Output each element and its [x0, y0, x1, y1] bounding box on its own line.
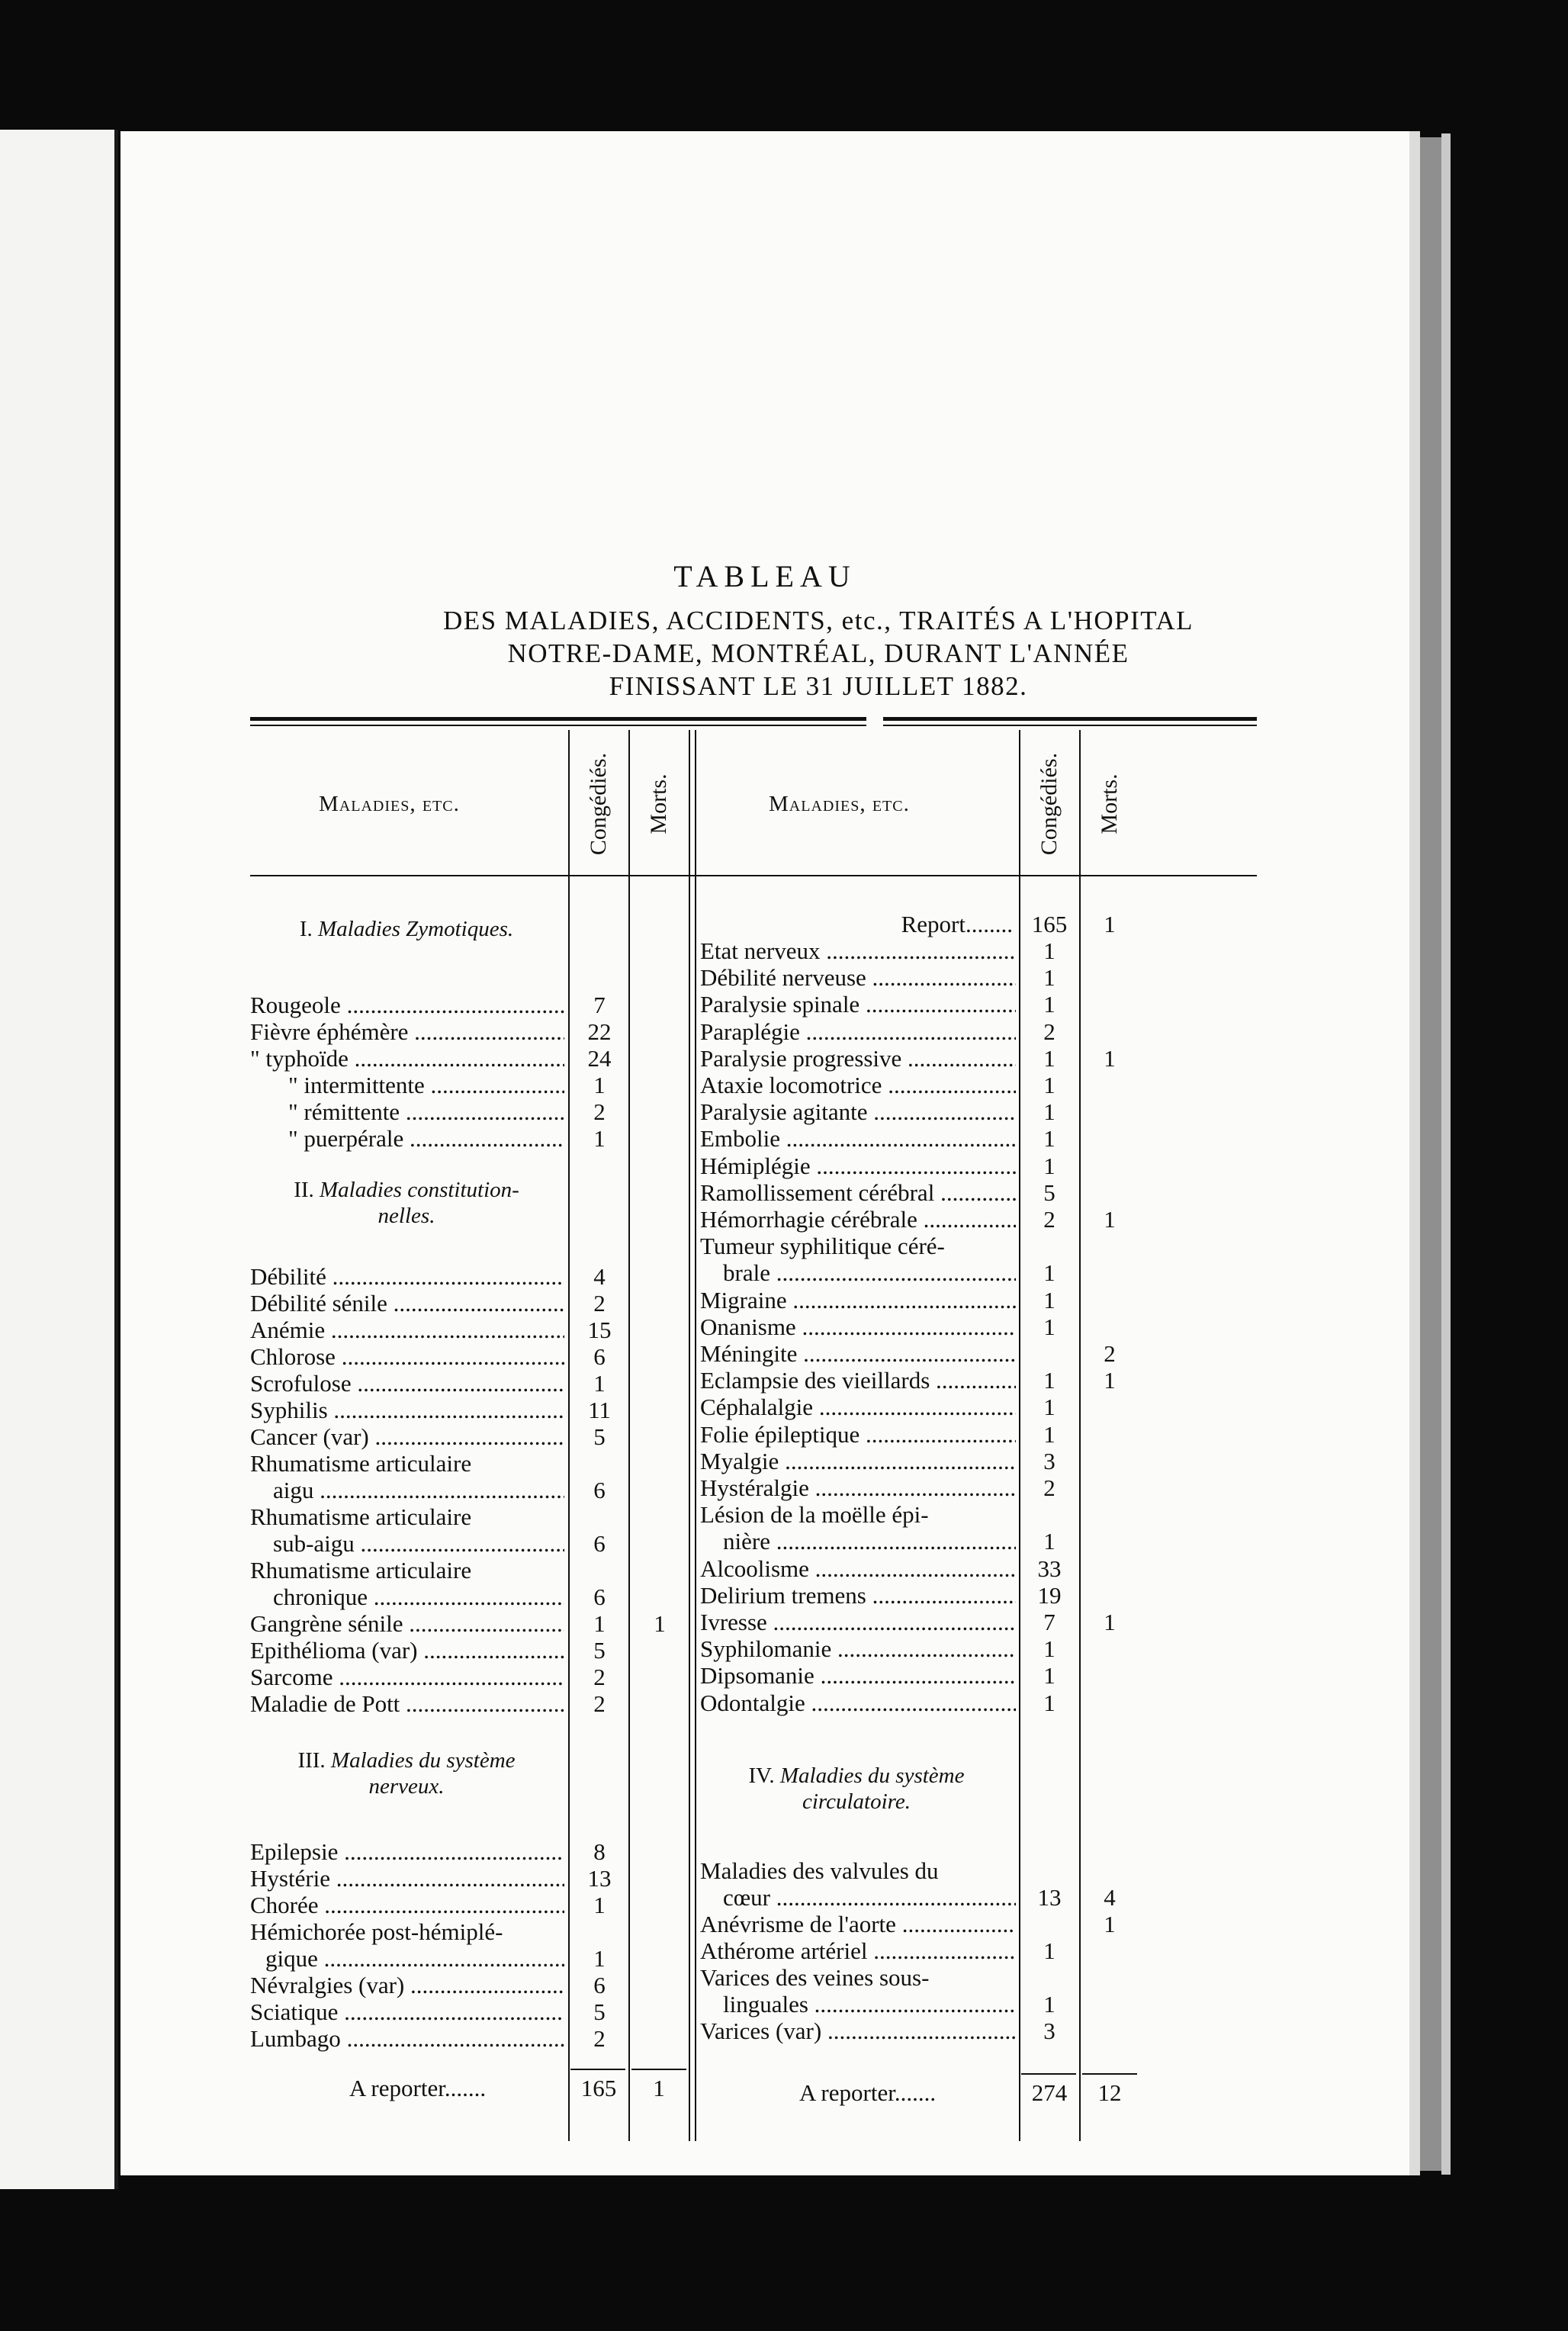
conges-value: 1: [593, 1892, 606, 1918]
disease-label: sub-aigu .....: [273, 1530, 564, 1558]
header-rule: [250, 875, 1257, 876]
disease-label: Chlorose .....: [250, 1343, 564, 1371]
disease-label: Sarcome .....: [250, 1664, 564, 1691]
morts-value: 1: [1104, 1206, 1116, 1233]
disease-label: Syphilis .....: [250, 1397, 564, 1424]
page-edge-shadow: [1420, 137, 1441, 2171]
left-table-row: [250, 1557, 564, 1584]
disease-label: Onanisme .....: [700, 1313, 1016, 1341]
report-conges: 165: [1031, 911, 1068, 937]
conges-value: 1: [593, 1125, 606, 1152]
conges-value: 5: [593, 1998, 606, 2025]
disease-label: Odontalgie .....: [700, 1690, 1016, 1717]
conges-value: 1: [1043, 937, 1056, 964]
page-edge-outer: [1441, 133, 1451, 2175]
disease-label: brale .....: [723, 1259, 1016, 1287]
right-table-row: [700, 1018, 1016, 1046]
left-table-row: [250, 1045, 564, 1072]
left-table-row: [265, 1945, 564, 1973]
header-morts-left: Morts.: [646, 773, 671, 834]
right-table-row: [700, 937, 1016, 965]
total-rule: [570, 2069, 625, 2070]
conges-value: 24: [587, 1045, 612, 1072]
conges-value: 1: [1043, 1689, 1056, 1716]
disease-label: Myalgie .....: [700, 1448, 1016, 1475]
left-table-row: [250, 2025, 564, 2053]
left-table-row: [250, 1838, 564, 1866]
right-table-row: [700, 1474, 1016, 1502]
conges-value: 2: [593, 1098, 606, 1125]
total-morts-right: 12: [1097, 2079, 1122, 2106]
disease-label: Chorée .....: [250, 1892, 564, 1919]
disease-label: Lumbago .....: [250, 2025, 564, 2053]
disease-label: Ataxie locomotrice .....: [700, 1072, 1016, 1099]
left-table-row: [273, 1477, 564, 1504]
subtitle-line-2: NOTRE-DAME, MONTRÉAL, DURANT L'ANNÉE: [507, 638, 1129, 668]
left-table-row: [250, 1343, 564, 1371]
disease-label: Paraplégie .....: [700, 1018, 1016, 1046]
disease-label: Rhumatisme articulaire: [250, 1557, 472, 1583]
left-table-row: [250, 1423, 564, 1451]
morts-value: 1: [1104, 1044, 1116, 1072]
disease-label: Scrofulose .....: [250, 1370, 564, 1397]
disease-label: Cancer (var) .....: [250, 1423, 564, 1451]
conges-value: 22: [587, 1018, 612, 1045]
section-heading-cont: nelles.: [378, 1204, 435, 1228]
header-morts-right: Morts.: [1097, 773, 1122, 834]
morts-value: 2: [1104, 1340, 1116, 1367]
section-heading: I. Maladies Zymotiques.: [299, 917, 514, 941]
disease-label: Migraine .....: [700, 1287, 1016, 1314]
disease-label: Maladies des valvules du: [700, 1857, 939, 1884]
right-table-row: [700, 2018, 1016, 2045]
disease-label: Hystérie .....: [250, 1865, 564, 1892]
disease-label: Paralysie agitante .....: [700, 1098, 1016, 1126]
conges-value: 7: [593, 992, 606, 1018]
disease-label: " typhoïde .....: [250, 1045, 564, 1072]
conges-value: 2: [1043, 1206, 1056, 1233]
conges-value: 1: [1043, 1937, 1056, 1964]
conges-value: 6: [593, 1530, 606, 1557]
conges-value: 6: [593, 1972, 606, 1998]
conges-value: 1: [1043, 1394, 1056, 1421]
adjacent-page-edge: [0, 130, 118, 2189]
conges-value: 6: [593, 1583, 606, 1610]
right-table-row: [700, 1635, 1016, 1663]
left-table-row: [288, 1072, 564, 1099]
disease-label: Ivresse .....: [700, 1609, 1016, 1636]
disease-label: Etat nerveux .....: [700, 937, 1016, 965]
document-page: [120, 131, 1409, 2175]
disease-label: Anévrisme de l'aorte .....: [700, 1911, 1016, 1938]
right-table-row: [700, 1937, 1016, 1965]
right-table-row: [700, 1394, 1016, 1421]
left-table-row: [250, 1503, 564, 1531]
conges-value: 1: [1043, 1259, 1056, 1287]
total-rule: [1082, 2073, 1137, 2075]
disease-label: chronique .....: [273, 1583, 564, 1611]
morts-value: 1: [1104, 1367, 1116, 1394]
left-table-row: [250, 1290, 564, 1317]
right-table-row: [700, 1501, 1016, 1529]
section-heading: IV. Maladies du système: [748, 1764, 965, 1788]
total-rule: [1021, 2073, 1076, 2075]
conges-value: 1: [593, 1945, 606, 1972]
left-table-row: [250, 1263, 564, 1291]
disease-label: Embolie .....: [700, 1125, 1016, 1153]
right-table-row: [700, 1072, 1016, 1099]
disease-label: Varices des veines sous-: [700, 1964, 930, 1991]
disease-label: Lésion de la moëlle épi-: [700, 1501, 929, 1529]
conges-value: 2: [593, 1290, 606, 1317]
total-rule: [631, 2069, 686, 2070]
left-table-row: [250, 1317, 564, 1344]
total-label-right: A reporter.......: [799, 2079, 937, 2106]
conges-value: 1: [1043, 1044, 1056, 1072]
conges-value: 1: [1043, 1635, 1056, 1663]
right-table-row: [700, 1098, 1016, 1126]
header-conges-right: Congédiés.: [1036, 752, 1062, 856]
conges-value: 1: [593, 1072, 606, 1098]
left-table-row: [250, 1450, 564, 1477]
morts-value: 1: [1104, 1911, 1116, 1937]
conges-value: 5: [593, 1423, 606, 1450]
left-table-row: [250, 1664, 564, 1691]
section-heading-cont: circulatoire.: [802, 1789, 911, 1814]
conges-value: 3: [1043, 1447, 1056, 1474]
left-table-row: [250, 1018, 564, 1046]
morts-value: 4: [1104, 1884, 1116, 1911]
col-line-left-morts: [628, 730, 630, 2141]
right-table-row: [700, 1233, 1016, 1260]
disease-label: " puerpérale .....: [288, 1125, 564, 1153]
top-rule-left-thin: [250, 725, 866, 726]
total-conges-right: 274: [1031, 2079, 1068, 2106]
left-table-row: [250, 1637, 564, 1664]
disease-label: Hémichorée post-hémiplé-: [250, 1918, 503, 1945]
conges-value: 1: [1043, 991, 1056, 1018]
right-table-row: [700, 1421, 1016, 1448]
total-conges-left: 165: [580, 2075, 617, 2101]
conges-value: 6: [593, 1343, 606, 1370]
disease-label: Tumeur syphilitique céré-: [700, 1233, 945, 1260]
disease-label: " rémittente .....: [288, 1098, 564, 1126]
left-table-row: [250, 1397, 564, 1424]
right-table-row: [700, 964, 1016, 992]
total-label-left: A reporter.......: [349, 2075, 487, 2101]
disease-label: Débilité nerveuse .....: [700, 964, 1016, 992]
left-table-row: [250, 1892, 564, 1919]
left-table-row: [250, 1865, 564, 1892]
disease-label: Rhumatisme articulaire: [250, 1450, 472, 1477]
total-morts-left: 1: [653, 2075, 665, 2101]
conges-value: 2: [593, 1690, 606, 1717]
col-line-left-conges: [568, 730, 570, 2141]
disease-label: Céphalalgie .....: [700, 1394, 1016, 1421]
col-line-mid: [695, 730, 696, 2141]
disease-label: Folie épileptique .....: [700, 1421, 1016, 1448]
right-table-row: [700, 1662, 1016, 1690]
conges-value: 2: [593, 2025, 606, 2052]
right-table-row: [723, 1884, 1016, 1911]
conges-value: 6: [593, 1477, 606, 1503]
header-conges-left: Congédiés.: [586, 752, 611, 856]
right-table-row: [700, 1179, 1016, 1207]
disease-label: Rhumatisme articulaire: [250, 1503, 472, 1530]
morts-value: 1: [1104, 1609, 1116, 1635]
conges-value: 3: [1043, 2018, 1056, 2044]
disease-label: nière .....: [723, 1528, 1016, 1555]
disease-label: Delirium tremens .....: [700, 1582, 1016, 1609]
disease-label: " intermittente .....: [288, 1072, 564, 1099]
disease-label: Fièvre éphémère .....: [250, 1018, 564, 1046]
right-table-row: [700, 1125, 1016, 1153]
subtitle-line-3: FINISSANT LE 31 JUILLET 1882.: [609, 671, 1028, 701]
conges-value: 1: [1043, 1528, 1056, 1555]
section-heading: III. Maladies du système: [297, 1748, 516, 1773]
disease-label: Débilité .....: [250, 1263, 564, 1291]
conges-value: 5: [1043, 1178, 1056, 1206]
right-table-row: [700, 991, 1016, 1018]
conges-value: 1: [593, 1370, 606, 1397]
left-table-row: [288, 1125, 564, 1153]
top-rule-right-thin: [883, 725, 1257, 726]
disease-label: Gangrène sénile .....: [250, 1610, 564, 1638]
disease-label: Hémorrhagie cérébrale .....: [700, 1206, 1016, 1233]
section-heading-cont: nerveux.: [368, 1774, 445, 1799]
disease-label: Syphilomanie .....: [700, 1635, 1016, 1663]
right-table-row: [700, 1153, 1016, 1180]
disease-label: Hystéralgie .....: [700, 1474, 1016, 1502]
disease-label: gique .....: [265, 1945, 564, 1973]
left-table-row: [250, 1998, 564, 2026]
header-maladies-left: Maladies, etc.: [319, 792, 460, 816]
conges-value: 8: [593, 1838, 606, 1865]
right-table-row: [700, 1206, 1016, 1233]
disease-label: Eclampsie des vieillards .....: [700, 1367, 1016, 1394]
right-table-row: [700, 1582, 1016, 1609]
left-table-row: [273, 1530, 564, 1558]
left-table-row: [288, 1098, 564, 1126]
conges-value: 1: [1043, 1367, 1056, 1394]
right-table-row: [723, 1991, 1016, 2018]
disease-label: Athérome artériel .....: [700, 1937, 1016, 1965]
top-rule-right: [883, 717, 1257, 721]
disease-label: cœur .....: [723, 1884, 1016, 1911]
conges-value: 1: [1043, 964, 1056, 992]
right-table-row: [700, 1964, 1016, 1992]
right-table-row: [700, 1857, 1016, 1885]
left-table-row: [273, 1583, 564, 1611]
disease-label: Hémiplégie .....: [700, 1153, 1016, 1180]
disease-label: Varices (var) .....: [700, 2018, 1016, 2045]
conges-value: 1: [1043, 1125, 1056, 1153]
left-table-row: [250, 1972, 564, 1999]
page-edge: [1409, 131, 1420, 2175]
right-table-row: [723, 1528, 1016, 1555]
col-line-left-end: [689, 730, 690, 2141]
disease-label: Sciatique .....: [250, 1998, 564, 2026]
disease-label: Méningite .....: [700, 1340, 1016, 1368]
conges-value: 1: [1043, 1662, 1056, 1690]
disease-label: Paralysie progressive .....: [700, 1045, 1016, 1072]
disease-label: Dipsomanie .....: [700, 1662, 1016, 1690]
top-rule-left: [250, 717, 866, 721]
disease-label: Paralysie spinale .....: [700, 991, 1016, 1018]
conges-value: 2: [1043, 1474, 1056, 1501]
right-table-row: [723, 1259, 1016, 1287]
disease-label: Alcoolisme .....: [700, 1555, 1016, 1583]
disease-label: aigu .....: [273, 1477, 564, 1504]
section-heading: II. Maladies constitution-: [294, 1178, 519, 1202]
report-morts: 1: [1104, 911, 1116, 937]
conges-value: 2: [1043, 1018, 1056, 1045]
right-table-row: [700, 1448, 1016, 1475]
disease-label: Maladie de Pott .....: [250, 1690, 564, 1718]
right-table-row: [700, 1609, 1016, 1636]
conges-value: 1: [1043, 1991, 1056, 2018]
left-table-row: [250, 1690, 564, 1718]
conges-value: 11: [588, 1397, 611, 1423]
conges-value: 1: [1043, 1098, 1056, 1126]
conges-value: 1: [1043, 1313, 1056, 1340]
left-table-row: [250, 1370, 564, 1397]
conges-value: 1: [1043, 1286, 1056, 1313]
report-row: Report........: [901, 911, 1013, 937]
conges-value: 13: [1037, 1884, 1062, 1911]
subtitle-line-1: DES MALADIES, ACCIDENTS, etc., TRAITÉS A L'HOPITAL: [443, 606, 1194, 635]
disease-label: Névralgies (var) .....: [250, 1972, 564, 1999]
disease-label: Ramollissement cérébral .....: [700, 1179, 1016, 1207]
disease-label: Epilepsie .....: [250, 1838, 564, 1866]
conges-value: 2: [593, 1664, 606, 1690]
disease-label: Anémie .....: [250, 1317, 564, 1344]
left-table-row: [250, 1918, 564, 1946]
conges-value: 19: [1037, 1581, 1062, 1609]
conges-value: 1: [1043, 1420, 1056, 1448]
right-table-row: [700, 1911, 1016, 1938]
left-table-row: [250, 992, 564, 1019]
conges-value: 33: [1037, 1555, 1062, 1582]
conges-value: 1: [1043, 1152, 1056, 1179]
right-table-row: [700, 1555, 1016, 1583]
right-table-row: [700, 1367, 1016, 1394]
conges-value: 1: [593, 1610, 606, 1637]
right-table-row: [700, 1313, 1016, 1341]
left-table-row: [250, 1610, 564, 1638]
disease-label: Débilité sénile .....: [250, 1290, 564, 1317]
conges-value: 15: [587, 1317, 612, 1343]
right-table-row: [700, 1690, 1016, 1717]
right-table-row: [700, 1340, 1016, 1368]
conges-value: 5: [593, 1637, 606, 1664]
right-table-row: [700, 1045, 1016, 1072]
conges-value: 4: [593, 1263, 606, 1290]
header-maladies-right: Maladies, etc.: [769, 792, 910, 816]
morts-value: 1: [654, 1610, 666, 1637]
conges-value: 13: [587, 1865, 612, 1892]
right-table-row: [700, 1287, 1016, 1314]
disease-label: Epithélioma (var) .....: [250, 1637, 564, 1664]
conges-value: 7: [1043, 1609, 1056, 1635]
disease-label: linguales .....: [723, 1991, 1016, 2018]
disease-label: Rougeole .....: [250, 992, 564, 1019]
page-title: TABLEAU: [673, 559, 856, 593]
conges-value: 1: [1043, 1072, 1056, 1098]
